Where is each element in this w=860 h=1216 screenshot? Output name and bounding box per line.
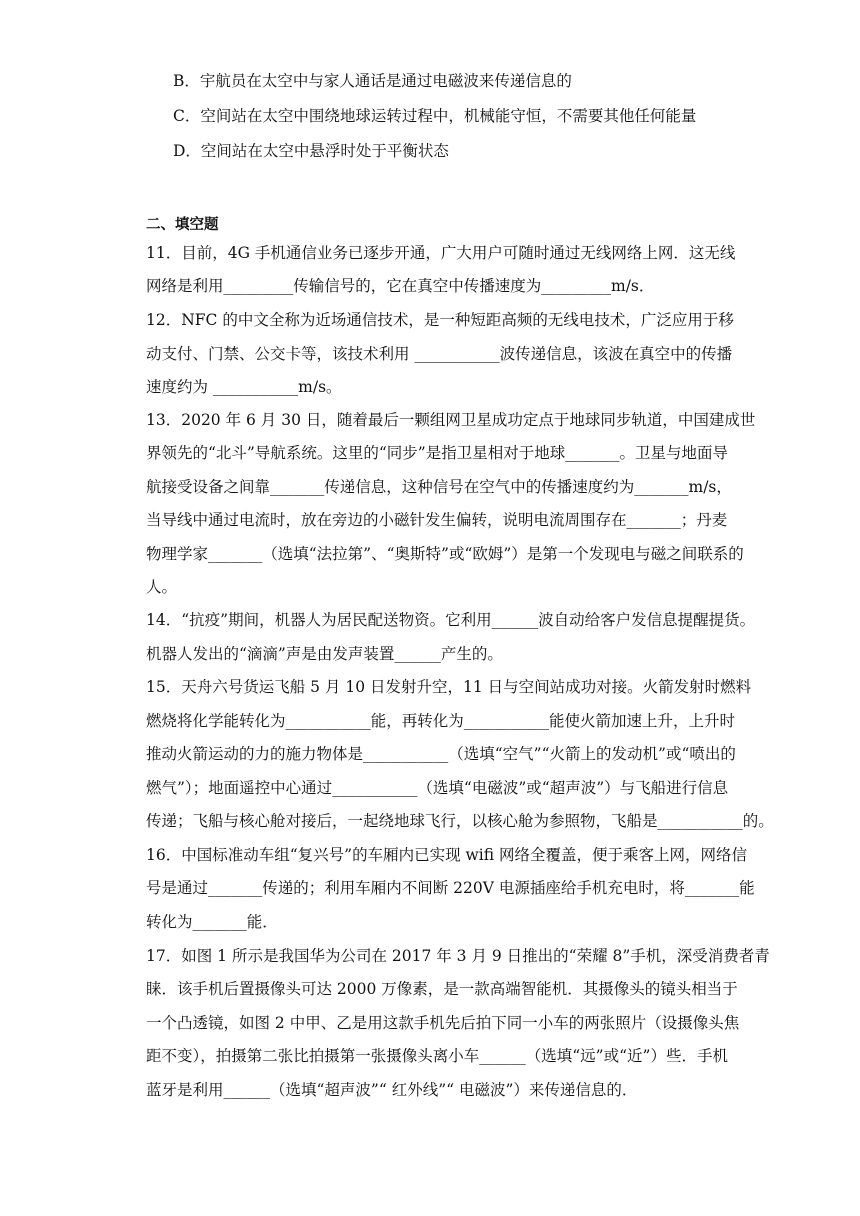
q16-line-2: 号是通过_______传递的；利用车厢内不间断 220V 电源插座给手机充电时，将_______能 <box>146 879 755 897</box>
q14-line-2: 机器人发出的“滴滴”声是由发声装置______产生的。 <box>146 645 503 663</box>
q15-line-4: 燃气”）；地面遥控中心通过___________（选填“电磁波”或“超声波”）与飞船进行信息 <box>146 779 729 797</box>
q12-line-2: 动支付、门禁、公交卡等，该技术利用 ___________波传递信息，该波在真空中的传播 <box>146 345 733 363</box>
q16-line-3: 转化为_______能． <box>146 913 278 931</box>
q15-line-1: 15．天舟六号货运飞船 5 月 10 日发射升空，11 日与空间站成功对接。火箭发射时燃料 <box>146 678 752 696</box>
section-title: 二、填空题 <box>146 216 219 233</box>
q15-line-5: 传递；飞船与核心舱对接后，一起绕地球飞行，以核心舱为参照物，飞船是___________的。 <box>146 812 774 830</box>
q16-line-1: 16．中国标准动车组“复兴号”的车厢内已实现 wifi 网络全覆盖，便于乘客上网，网络信 <box>146 846 747 864</box>
option-d: D．空间站在太空中悬浮时处于平衡状态 <box>173 142 449 160</box>
q13-line-3: 航接受设备之间靠_______传递信息，这种信号在空气中的传播速度约为_______m/s， <box>146 478 732 496</box>
option-c: C．空间站在太空中围绕地球运转过程中，机械能守恒，不需要其他任何能量 <box>173 107 697 125</box>
q11-line-2: 网络是利用_________传输信号的，它在真空中传播速度为_________m/s． <box>146 277 655 295</box>
q17-line-2: 睐．该手机后置摄像头可达 2000 万像素，是一款高端智能机．其摄像头的镜头相当于 <box>146 980 738 998</box>
option-b: B．宇航员在太空中与家人通话是通过电磁波来传递信息的 <box>173 72 572 90</box>
q12-line-1: 12．NFC 的中文全称为近场通信技术，是一种短距高频的无线电技术，广泛应用于移 <box>146 311 734 329</box>
q17-line-3: 一个凸透镜，如图 2 中甲、乙是用这款手机先后拍下同一小车的两张照片（设摄像头焦 <box>146 1014 740 1032</box>
q13-line-6: 人。 <box>146 578 178 596</box>
q11-line-1: 11．目前，4G 手机通信业务已逐步开通，广大用户可随时通过无线网络上网．这无线 <box>146 244 736 262</box>
q17-line-5: 蓝牙是利用______（选填“超声波”“ 红外线”“ 电磁波”）来传递信息的． <box>146 1081 638 1099</box>
q17-line-4: 距不变），拍摄第二张比拍摄第一张摄像头离小车______（选填“远”或“近”）些．手机 <box>146 1047 728 1065</box>
q13-line-2: 界领先的“北斗”导航系统。这里的“同步”是指卫星相对于地球_______。卫星与地面导 <box>146 444 728 462</box>
q15-line-2: 燃烧将化学能转化为___________能，再转化为___________能使火箭加速上升，上升时 <box>146 712 736 730</box>
q14-line-1: 14．“抗疫”期间，机器人为居民配送物资。它利用______波自动给客户发信息提醒提货。 <box>146 611 756 629</box>
q13-line-5: 物理学家_______（选填“法拉第”、“奥斯特”或“欧姆”）是第一个发现电与磁之间联系的 <box>146 545 744 563</box>
q12-line-3: 速度约为 ___________m/s。 <box>146 378 342 396</box>
q17-line-1: 17．如图 1 所示是我国华为公司在 2017 年 3 月 9 日推出的“荣耀 8”手机，深受消费者青 <box>146 947 770 965</box>
q13-line-4: 当导线中通过电流时，放在旁边的小磁针发生偏转，说明电流周围存在_______；丹麦 <box>146 511 728 529</box>
q13-line-1: 13．2020 年 6 月 30 日，随着最后一颗组网卫星成功定点于地球同步轨道，中国建成世 <box>146 411 756 429</box>
q15-line-3: 推动火箭运动的力的施力物体是___________（选填“空气”“火箭上的发动机”或“喷出的 <box>146 745 736 763</box>
